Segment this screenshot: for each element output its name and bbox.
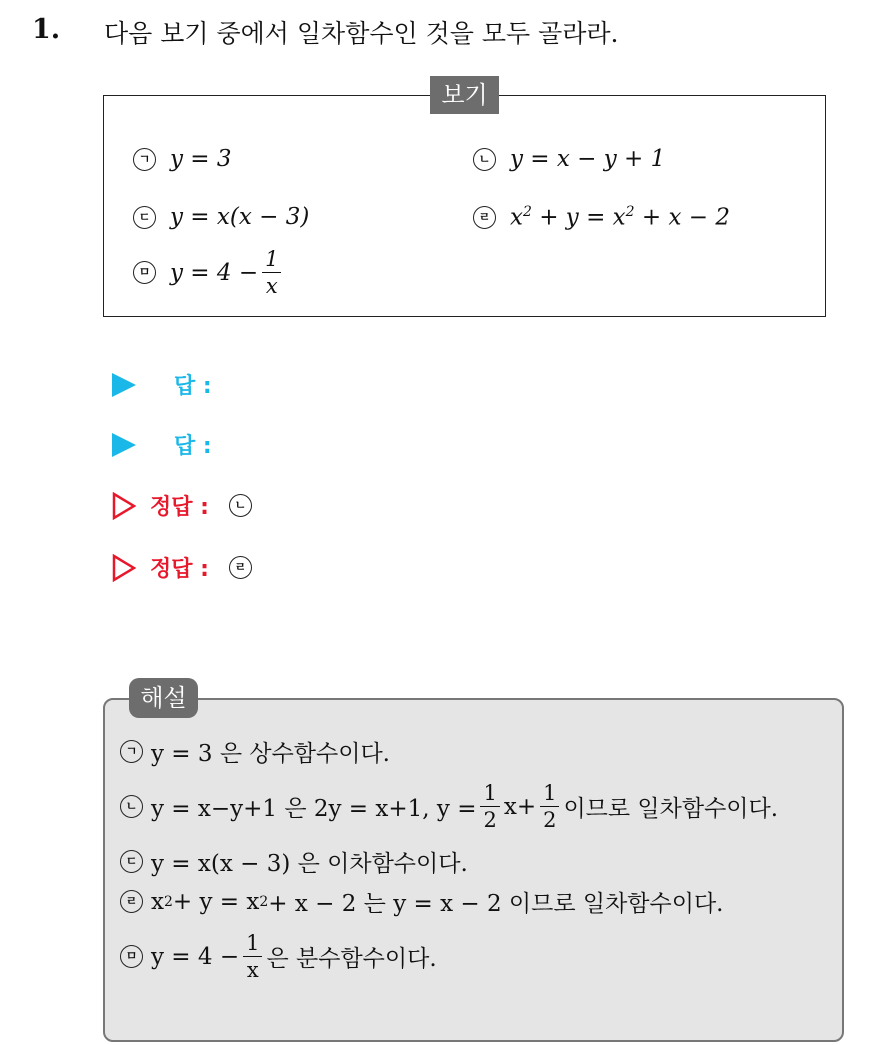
choice-expr: y = 4 − xyxy=(170,259,259,286)
answer-label: 답 : xyxy=(174,434,212,459)
circle-mark-icon: ㄷ xyxy=(133,206,156,229)
choice-item xyxy=(133,204,309,230)
bogi-title: 보기 xyxy=(430,76,499,114)
circle-mark-icon: ㅁ xyxy=(120,945,143,968)
answer-row xyxy=(112,369,212,400)
answer-label: 답 : xyxy=(174,374,212,399)
circle-mark-icon: ㄷ xyxy=(120,850,143,873)
explanation-line: ㄴ y = x−y+1 은 2y = x+1, y = $\frac{1}{2}$ x+ $\frac{1}{2}$ 이므로 일차함수이다. xyxy=(120,780,778,833)
circle-mark-icon: ㄱ xyxy=(120,740,143,763)
choice-expr: y = x − y + 1 xyxy=(510,146,666,172)
question-text: 다음 보기 중에서 일차함수인 것을 모두 골라라. xyxy=(104,19,619,48)
choice-expr: y = x(x − 3) xyxy=(170,204,310,230)
choice-item xyxy=(133,146,232,172)
outline-triangle-icon xyxy=(112,554,136,582)
explanation-title: 해설 xyxy=(129,678,198,718)
outline-triangle-icon xyxy=(112,492,136,520)
explanation-text: y = 3 은 상수함수이다. xyxy=(151,741,390,767)
fraction: $\frac{1}{x}$ xyxy=(243,930,262,983)
answer-row xyxy=(112,490,266,521)
fraction: $\frac{1}{2}$ xyxy=(480,780,499,833)
circle-mark-icon: ㄹ xyxy=(473,206,496,229)
filled-triangle-icon xyxy=(112,433,136,457)
circle-mark-icon: ㄹ xyxy=(120,890,143,913)
choice-item xyxy=(133,246,285,299)
explanation-line: ㄹ x 2 + y = x 2 + x − 2 는 y = x − 2 이므로 일차함수이다. xyxy=(120,885,723,918)
fraction: $\frac{1}{2}$ xyxy=(540,780,559,833)
choice-item xyxy=(473,146,665,172)
answer-row xyxy=(112,429,212,460)
answer-row xyxy=(112,552,266,583)
correct-answer-label: 정답 : xyxy=(150,495,209,520)
choice-item xyxy=(473,204,730,231)
circle-mark-icon: ㄴ xyxy=(229,494,252,517)
question-number: 1. xyxy=(32,14,61,45)
fraction: $\frac{1}{x}$ xyxy=(262,246,281,299)
circle-mark-icon: ㄱ xyxy=(133,148,156,171)
filled-triangle-icon xyxy=(112,373,136,397)
explanation-line xyxy=(120,735,390,768)
circle-mark-icon: ㄹ xyxy=(229,556,252,579)
explanation-line xyxy=(120,845,468,878)
choice-expr: y = 3 xyxy=(170,146,232,172)
explanation-text: y = x(x − 3) 은 이차함수이다. xyxy=(151,851,468,877)
explanation-line: ㅁ y = 4 − $\frac{1}{x}$ 은 분수함수이다. xyxy=(120,930,437,983)
correct-answer-label: 정답 : xyxy=(150,557,209,582)
choice-expr: $x^2 + y = x^2 + x - 2$ xyxy=(510,204,730,231)
circle-mark-icon: ㄴ xyxy=(473,148,496,171)
circle-mark-icon: ㅁ xyxy=(133,261,156,284)
circle-mark-icon: ㄴ xyxy=(120,795,143,818)
